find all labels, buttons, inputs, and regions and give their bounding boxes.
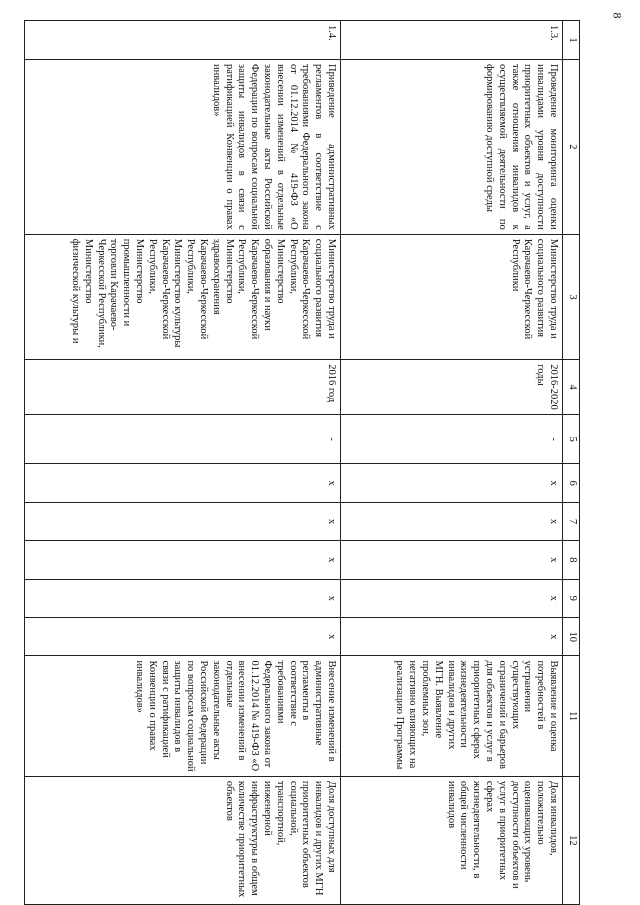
col-header: 1 xyxy=(563,21,580,60)
result-cell: Внесение изменений в административные регламенты в соответствие с требованиями Федерального закона от 01.12.2014 № 419-ФЗ «О внесении изменений в отдельные законодательные акты Российской Федерации по вопросам социальной защиты инвалидов в связи с ратификацией Конвенции о правах инвалидов» xyxy=(25,656,341,776)
mark-cell: x xyxy=(25,617,341,655)
col-header: 9 xyxy=(563,579,580,617)
page-number: 8 xyxy=(610,12,625,19)
mark-cell: x xyxy=(341,579,563,617)
indicator-cell: Доля доступных для инвалидов и других МГН приоритетных объектов социальной, транспортной, инженерной инфраструктуры в общем количестве приоритетных объектов xyxy=(25,776,341,904)
col-header: 11 xyxy=(563,656,580,776)
indicator-cell: Доля инвалидов, положительно оценивающих уровень доступности объектов и услуг в приоритетных сферах жизнедеятельности, в общей численности инвалидов xyxy=(341,776,563,904)
table-row xyxy=(341,21,563,905)
col-header: 8 xyxy=(563,541,580,579)
period-cell: 2016-2020 годы xyxy=(341,360,563,415)
mark-cell: x xyxy=(341,464,563,502)
mark-cell: x xyxy=(25,502,341,540)
funding-cell: - xyxy=(25,414,341,464)
col-header: 6 xyxy=(563,464,580,502)
mark-cell: x xyxy=(341,502,563,540)
mark-cell: x xyxy=(25,541,341,579)
executor-cell: Министерство труда и социального развития Карачаево-Черкесской Республики, Министерство образования и науки Карачаево-Черкесской Республики, Министерство здравоохранения Карачаево-Черкесской Республики, Министерство культуры Карачаево-Черкесской Республики, Министерство промышленности и торговли Карачаево-Черкесской Республики, Министерство физической культуры и xyxy=(25,234,341,360)
mark-cell: x xyxy=(341,541,563,579)
row-number: 1.4. xyxy=(25,21,341,60)
col-header: 5 xyxy=(563,414,580,464)
mark-cell: x xyxy=(341,617,563,655)
mark-cell: x xyxy=(25,579,341,617)
col-header: 7 xyxy=(563,502,580,540)
measures-table xyxy=(24,20,580,905)
action-cell: Приведение административных регламентов в соответствие с требованиями Федерального закона от 01.12.2014 № 419-ФЗ «О внесении изменений в отдельные законодательные акты Российской Федерации по вопросам социальной защиты инвалидов в связи с ратификацией Конвенции о правах инвалидов» xyxy=(25,60,341,235)
result-cell: Выявление и оценка потребностей в устранении существующих ограничений и барьеров для объектов и услуг в приоритетных сферах жизнедеятельности инвалидов и других МГН. Выявление проблемных зон, негативно влияющих на реализацию Программы xyxy=(341,656,563,776)
mark-cell: x xyxy=(25,464,341,502)
period-cell: 2016 год xyxy=(25,360,341,415)
header-row xyxy=(563,21,580,905)
action-cell: Проведение мониторинга оценки инвалидами уровня доступности приоритетных объектов и услуг, а также отношения инвалидов к осуществляемой деятельности по формированию доступной среды xyxy=(341,60,563,235)
executor-cell: Министерство труда и социального развития Карачаево-Черкесской Республики xyxy=(341,234,563,360)
col-header: 2 xyxy=(563,60,580,235)
table-row xyxy=(25,21,341,905)
col-header: 3 xyxy=(563,234,580,360)
row-number: 1.3. xyxy=(341,21,563,60)
col-header: 12 xyxy=(563,776,580,904)
col-header: 10 xyxy=(563,617,580,655)
funding-cell: - xyxy=(341,414,563,464)
col-header: 4 xyxy=(563,360,580,415)
